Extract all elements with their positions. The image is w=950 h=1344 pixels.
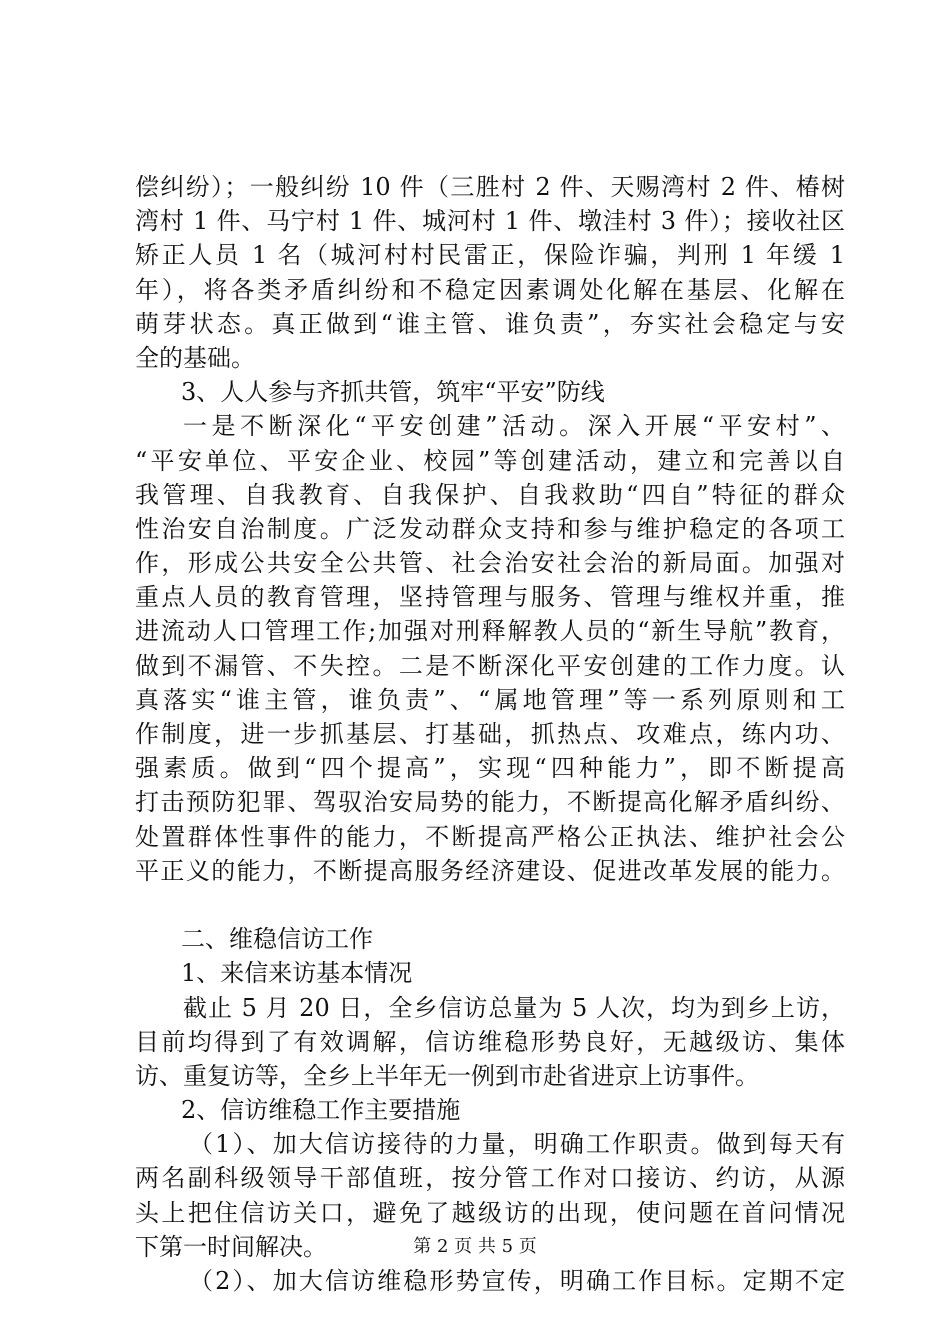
paragraph-line: 下第一时间解决。 (135, 1232, 327, 1261)
paragraph-line: 年），将各类矛盾纠纷和不稳定因素调处化解在基层、化解在 (135, 275, 845, 304)
paragraph-line: 头上把住信访关口，避免了越级访的出现，使问题在首问情况 (135, 1198, 845, 1227)
paragraph-line: 矫正人员 1 名（城河村村民雷正，保险诈骗，判刑 1 年缓 1 (135, 241, 845, 270)
paragraph-line: 一是不断深化“平安创建”活动。深入开展“平安村”、 (183, 412, 845, 441)
paragraph-line: “平安单位、平安企业、校园”等创建活动，建立和完善以自 (135, 446, 845, 475)
paragraph-line: 做到不漏管、不失控。二是不断深化平安创建的工作力度。认 (135, 651, 845, 680)
paragraph-line: 全的基础。 (135, 343, 255, 372)
paragraph-line: 平正义的能力，不断提高服务经济建设、促进改革发展的能力。 (135, 856, 845, 885)
paragraph-line: 湾村 1 件、马宁村 1 件、城河村 1 件、墩洼村 3 件）；接收社区 (135, 207, 845, 236)
page-number-footer: 第 2 页 共 5 页 (413, 1236, 537, 1257)
section-heading: 3、人人参与齐抓共管，筑牢“平安”防线 (181, 378, 605, 407)
paragraph-line: 作制度，进一步抓基层、打基础，抓热点、攻难点，练内功、 (135, 720, 845, 748)
paragraph-line: 作，形成公共安全公共管、社会治安社会治的新局面。加强对 (135, 549, 845, 578)
paragraph-line: 访、重复访等，全乡上半年无一例到市赴省进京上访事件。 (135, 1061, 759, 1090)
paragraph-line: 目前均得到了有效调解，信访维稳形势良好，无越级访、集体 (135, 1027, 845, 1056)
document-body (135, 170, 845, 1298)
paragraph-line: 偿纠纷）；一般纠纷 10 件（三胜村 2 件、天赐湾村 2 件、椿树 (135, 173, 845, 201)
paragraph-line: 重点人员的教育管理，坚持管理与服务、管理与维权并重，推 (135, 583, 845, 612)
subsection-heading: 2、信访维稳工作主要措施 (181, 1096, 461, 1125)
paragraph-line: 截止 5 月 20 日，全乡信访总量为 5 人次，均为到乡上访， (183, 993, 845, 1022)
section-spacer (135, 888, 845, 922)
paragraph-line: 打击预防犯罪、驾驭治安局势的能力，不断提高化解矛盾纠纷、 (135, 788, 845, 817)
paragraph-line: 性治安自治制度。广泛发动群众支持和参与维护稳定的各项工 (135, 514, 845, 543)
paragraph-line: 我管理、自我教育、自我保护、自我救助“四自”特征的群众 (135, 480, 845, 509)
subsection-heading: 1、来信来访基本情况 (181, 959, 413, 988)
paragraph-line: 强素质。做到“四个提高”，实现“四种能力”，即不断提高 (135, 754, 845, 783)
paragraph-line: 处置群体性事件的能力，不断提高严格公正执法、维护社会公 (135, 822, 845, 851)
paragraph-line: 进流动人口管理工作;加强对刑释解教人员的“新生导航”教育， (135, 617, 845, 646)
paragraph-line: 萌芽状态。真正做到“谁主管、谁负责”，夯实社会稳定与安 (135, 309, 845, 338)
paragraph-line: （1）、加大信访接待的力量，明确工作职责。做到每天有 (189, 1130, 845, 1159)
section-heading: 二、维稳信访工作 (181, 925, 373, 954)
paragraph-line: 真落实“谁主管，谁负责”、“属地管理”等一系列原则和工 (135, 685, 845, 714)
paragraph-line: 两名副科级领导干部值班，按分管工作对口接访、约访，从源 (135, 1164, 845, 1193)
paragraph-line: （2）、加大信访维稳形势宣传，明确工作目标。定期不定 (189, 1267, 845, 1295)
